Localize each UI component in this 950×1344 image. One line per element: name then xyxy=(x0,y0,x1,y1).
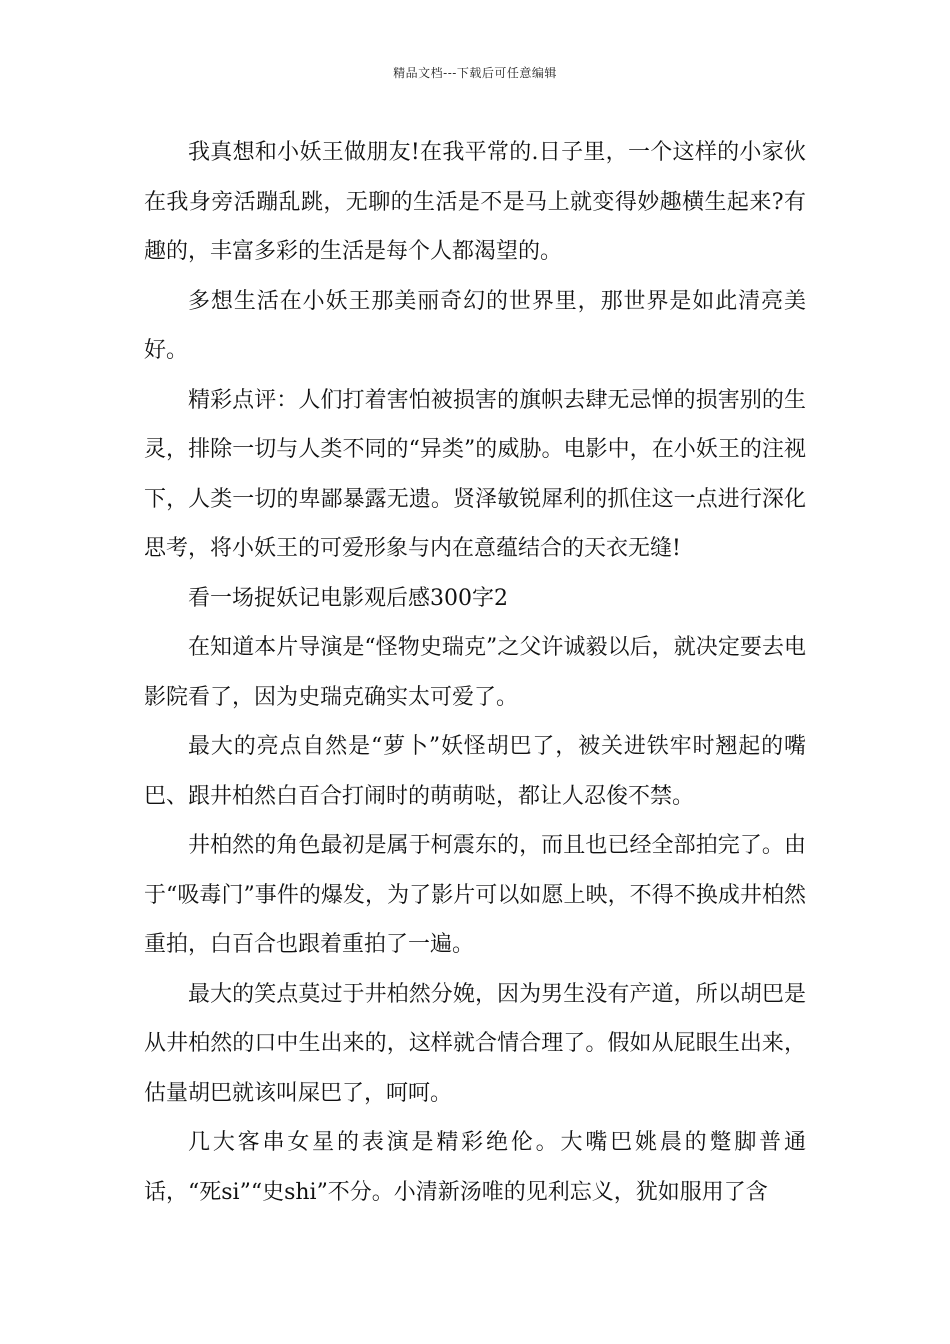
page-header: 精品文档---下载后可任意编辑 xyxy=(393,66,557,80)
paragraph: 最大的笑点莫过于井柏然分娩，因为男生没有产道，所以胡巴是从井柏然的口中生出来的，这样就合情合理了。假如从屁眼生出来，估量胡巴就该叫屎巴了，呵呵。 xyxy=(144,981,806,1106)
paragraph: 精彩点评：人们打着害怕被损害的旗帜去肆无忌惮的损害别的生灵，排除一切与人类不同的“异类”的威胁。电影中，在小妖王的注视下，人类一切的卑鄙暴露无遗。贤泽敏锐犀利的抓住这一点进行深化思考，将小妖王的可爱形象与内在意蕴结合的天衣无缝! xyxy=(144,387,806,561)
paragraph: 最大的亮点自然是“萝卜”妖怪胡巴了，被关进铁牢时翘起的嘴巴、跟井柏然白百合打闹时的萌萌哒，都让人忍俊不禁。 xyxy=(144,734,806,809)
paragraph: 我真想和小妖王做朋友!在我平常的.日子里，一个这样的小家伙在我身旁活蹦乱跳，无聊的生活是不是马上就变得妙趣横生起来?有趣的，丰富多彩的生活是每个人都渴望的。 xyxy=(144,140,806,264)
paragraph: 几大客串女星的表演是精彩绝伦。大嘴巴姚晨的蹩脚普通话，“死si”“史shi”不分。小清新汤唯的见利忘义，犹如服用了含 xyxy=(144,1130,806,1205)
document-body xyxy=(144,128,806,1217)
section-heading: 看一场捉妖记电影观后感300字2 xyxy=(188,585,508,611)
paragraph: 多想生活在小妖王那美丽奇幻的世界里，那世界是如此清亮美好。 xyxy=(144,288,806,363)
paragraph: 井柏然的角色最初是属于柯震东的，而且也已经全部拍完了。由于“吸毒门”事件的爆发，为了影片可以如愿上映，不得不换成井柏然重拍，白百合也跟着重拍了一遍。 xyxy=(144,833,806,957)
paragraph: 在知道本片导演是“怪物史瑞克”之父许诚毅以后，就决定要去电影院看了，因为史瑞克确实太可爱了。 xyxy=(144,635,806,710)
